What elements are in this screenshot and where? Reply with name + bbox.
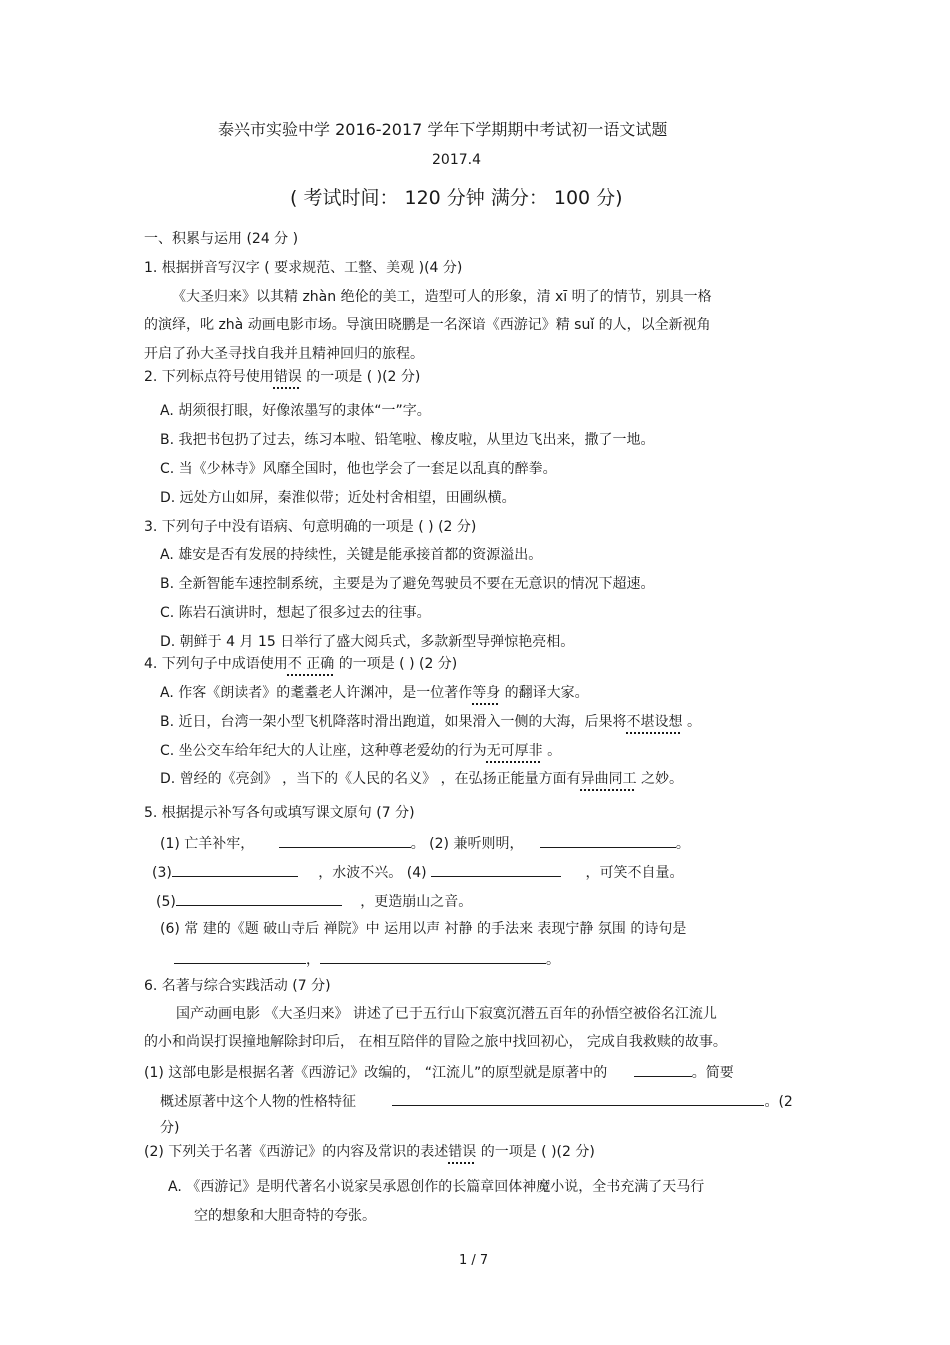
question-1-line: 的演绎，叱 zhà 动画电影市场。导演田晓鹏是一名深谙《西游记》精 suǐ 的人，以全新视角 — [144, 317, 711, 333]
question-3-stem: 3. 下列句子中没有语病、句意明确的一项是 ( ) (2 分) — [144, 519, 477, 535]
option-a-cont: 空的想象和大胆奇特的夸张。 — [194, 1208, 376, 1224]
fill-text: (5) — [156, 894, 176, 910]
page-number: 1 / 7 — [459, 1253, 489, 1268]
fill-text: ，水波不兴。 (4) — [318, 865, 427, 881]
option-a: A. 《西游记》是明代著名小说家吴承恩创作的长篇章回体神魔小说，全书充满了天马行 — [168, 1179, 705, 1195]
fill-line-1 — [160, 833, 690, 853]
option-c: C. 陈岩石演讲时，想起了很多过去的往事。 — [160, 605, 431, 621]
sub-question-text: 。(2 — [764, 1094, 793, 1110]
emphasis-text: 错误 — [448, 1144, 477, 1160]
question-1-stem: 1. 根据拼音写汉字 ( 要求规范、工整、美观 )(4 分) — [144, 260, 463, 276]
sub-question-2 — [144, 1143, 595, 1161]
stem-text: 的一项是 ( ) (2 分) — [334, 656, 458, 672]
stem-text: 4. 下列句子中成语使用 — [144, 656, 288, 672]
answer-blank[interactable] — [174, 949, 306, 964]
sub-question-text: (2) 下列关于名著《西游记》的内容及常识的表述 — [144, 1144, 449, 1160]
fill-line-3 — [156, 891, 472, 911]
option-a — [160, 684, 589, 702]
option-c — [160, 742, 561, 760]
answer-blank[interactable] — [172, 862, 298, 877]
stem-text: 2. 下列标点符号使用 — [144, 369, 274, 385]
emphasis-text: 无可厚非 — [486, 743, 543, 759]
question-6-passage: 国产动画电影 《大圣归来》 讲述了已于五行山下寂寞沉潜五百年的孙悟空被俗名江流儿 — [176, 1006, 717, 1022]
exam-title: 泰兴市实验中学 2016-2017 学年下学期期中考试初一语文试题 — [218, 120, 668, 139]
sub-question-1-cont — [160, 1091, 793, 1111]
sub-question-text: 概述原著中这个人物的性格特征 — [160, 1094, 356, 1110]
option-text: C. 坐公交车给年纪大的人让座，这种尊老爱幼的行为 — [160, 743, 487, 759]
option-a: A. 雄安是否有发展的持续性，关键是能承接首都的资源溢出。 — [160, 547, 543, 563]
question-4-stem — [144, 655, 457, 673]
answer-blank[interactable] — [176, 891, 342, 906]
emphasis-text: 不堪设想 — [626, 714, 683, 730]
fill-text: 。 (2) 兼听则明， — [410, 836, 524, 852]
stem-text: 的一项是 ( )(2 分) — [301, 369, 421, 385]
answer-blank[interactable] — [431, 862, 561, 877]
fill-text: 。 — [675, 836, 690, 852]
option-b — [160, 713, 701, 731]
answer-blank[interactable] — [540, 833, 676, 848]
fill-text: ， — [306, 952, 320, 968]
option-text: B. 近日，台湾一架小型飞机降落时滑出跑道，如果滑入一侧的大海，后果将 — [160, 714, 627, 730]
sub-question-text: (1) 这部电影是根据名著《西游记》改编的， “江流儿”的原型就是原著中的 — [144, 1065, 608, 1081]
question-1-line: 《大圣归来》以其精 zhàn 绝伦的美工，造型可人的形象，清 xī 明了的情节，别具一格 — [172, 289, 712, 305]
fill-text: 。 — [546, 952, 560, 968]
option-c: C. 当《少林寺》风靡全国时，他也学会了一套足以乱真的醉拳。 — [160, 461, 557, 477]
fill-text: ，更造崩山之音。 — [360, 894, 473, 910]
emphasis-text: 等身 — [472, 685, 501, 701]
fill-line-4: (6) 常 建的《题 破山寺后 禅院》中 运用以声 衬静 的手法来 表现宁静 氛围 的诗句是 — [160, 921, 687, 937]
sub-question-1-score: 分) — [160, 1120, 180, 1136]
option-b: B. 我把书包扔了过去，练习本啦、铅笔啦、橡皮啦，从里边飞出来，撒了一地。 — [160, 432, 655, 448]
section-title: 一、积累与运用 (24 分 ) — [144, 231, 299, 247]
option-text: 之妙。 — [636, 771, 684, 787]
option-text: 。 — [542, 743, 562, 759]
answer-blank[interactable] — [634, 1062, 692, 1077]
option-d: D. 朝鲜于 4 月 15 日举行了盛大阅兵式，多款新型导弹惊艳亮相。 — [160, 634, 575, 650]
option-d — [160, 770, 683, 788]
option-text: D. 曾经的《亮剑》 ，当下的《人民的名义》 ，在弘扬正能量方面有 — [160, 771, 581, 787]
fill-line-5 — [174, 949, 560, 969]
option-text: 。 — [682, 714, 701, 730]
answer-blank[interactable] — [279, 833, 411, 848]
exam-info: ( 考试时间： 120 分钟 满分： 100 分) — [290, 187, 623, 209]
emphasis-text: 不 正确 — [287, 656, 335, 672]
exam-date: 2017.4 — [432, 152, 481, 168]
fill-text: ，可笑不自量。 — [585, 865, 684, 881]
option-text: 的翻译大家。 — [500, 685, 589, 701]
option-b: B. 全新智能车速控制系统，主要是为了避免驾驶员不要在无意识的情况下超速。 — [160, 576, 655, 592]
question-6-passage: 的小和尚误打误撞地解除封印后， 在相互陪伴的冒险之旅中找回初心， 完成自我救赎的故事。 — [144, 1034, 727, 1050]
fill-text: (3) — [152, 865, 172, 881]
option-a: A. 胡须很打眼，好像浓墨写的隶体“一”字。 — [160, 403, 431, 419]
fill-text: (1) 亡羊补牢， — [160, 836, 255, 852]
question-1-line: 开启了孙大圣寻找自我并且精神回归的旅程。 — [144, 346, 424, 362]
option-text: A. 作客《朗读者》的耄耋老人许渊冲，是一位著作 — [160, 685, 473, 701]
emphasis-text: 异曲同工 — [580, 771, 637, 787]
question-6-stem: 6. 名著与综合实践活动 (7 分) — [144, 978, 331, 994]
answer-blank[interactable] — [392, 1091, 764, 1106]
option-d: D. 远处方山如屏，秦淮似带；近处村舍相望，田圃纵横。 — [160, 490, 516, 506]
question-5-stem: 5. 根据提示补写各句或填写课文原句 (7 分) — [144, 805, 415, 821]
answer-blank[interactable] — [320, 949, 546, 964]
sub-question-1 — [144, 1062, 734, 1082]
question-2-stem — [144, 368, 420, 386]
sub-question-text: 。简要 — [691, 1065, 734, 1081]
emphasis-text: 错误 — [273, 369, 302, 385]
sub-question-text: 的一项是 ( )(2 分) — [476, 1144, 595, 1160]
fill-line-2 — [152, 862, 683, 882]
